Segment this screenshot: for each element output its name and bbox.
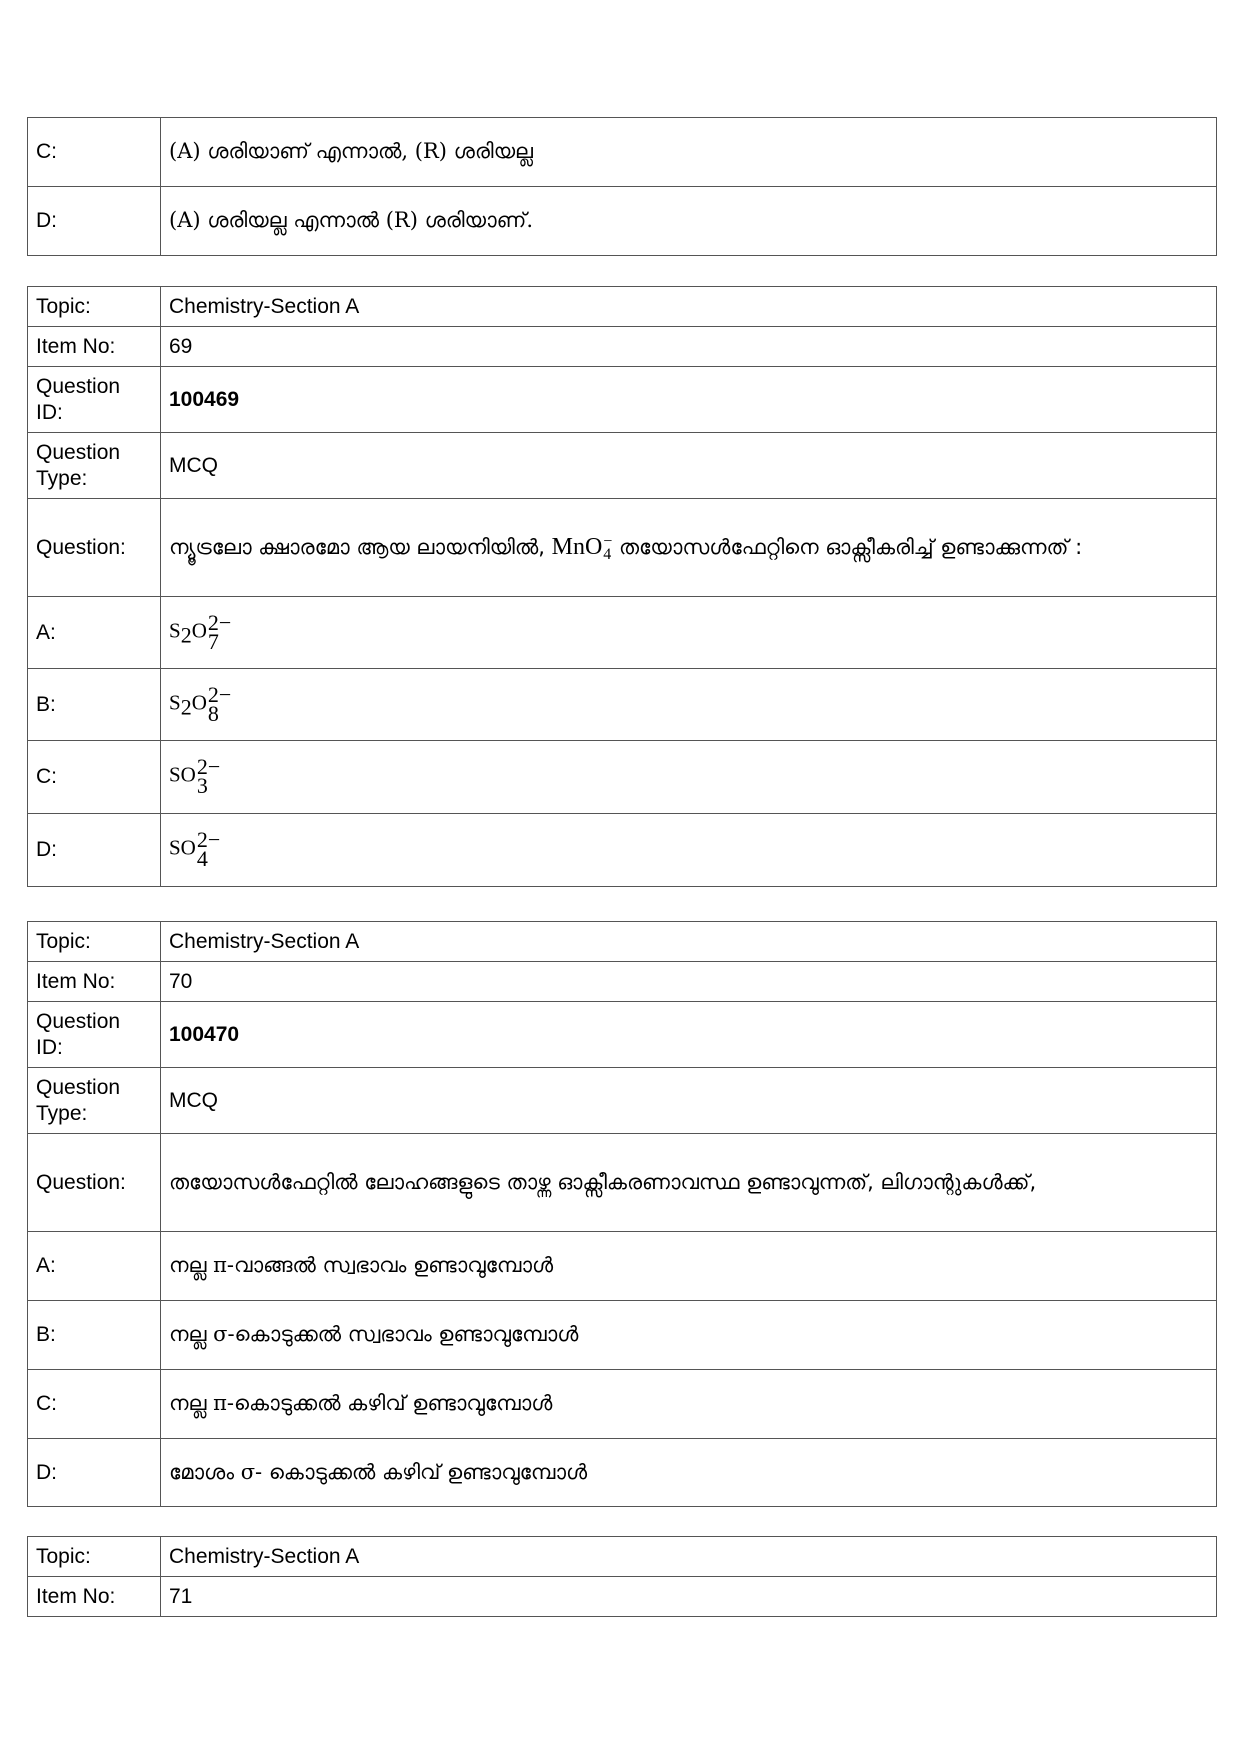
item-row (28, 1577, 1217, 1617)
question-type-label: Question Type: (28, 433, 161, 499)
question-type-row (28, 1068, 1217, 1134)
option-row-d (28, 187, 1217, 256)
question-id-value: 100470 (161, 1002, 1217, 1068)
question-type-label: Question Type: (28, 1068, 161, 1134)
question-type-value: MCQ (161, 433, 1217, 499)
option-label: A: (28, 597, 161, 669)
item-value: 69 (161, 327, 1217, 367)
question-label: Question: (28, 1134, 161, 1232)
option-formula: $S_2O$ 2− 8 (161, 669, 1217, 741)
option-row-a (28, 1232, 1217, 1301)
question-row (28, 499, 1217, 597)
question-id-row (28, 1002, 1217, 1068)
question-id-label: Question ID: (28, 367, 161, 433)
question-id-value: 100469 (161, 367, 1217, 433)
question-formula: MnO − 4 (551, 532, 613, 564)
item-label: Item No: (28, 962, 161, 1002)
option-text: (A) ശരിയല്ല എന്നാൽ (R) ശരിയാണ്. (161, 187, 1217, 256)
topic-label: Topic: (28, 1537, 161, 1577)
option-row-a (28, 597, 1217, 669)
topic-value: Chemistry-Section A (161, 287, 1217, 327)
item-value: 71 (161, 1577, 1217, 1617)
topic-label: Topic: (28, 287, 161, 327)
question-label: Question: (28, 499, 161, 597)
question-text-part1: ന്യൂട്രലോ ക്ഷാരമോ ആയ ലായനിയിൽ, (169, 534, 545, 559)
option-label: C: (28, 741, 161, 814)
option-formula: SO 2− 4 (161, 814, 1217, 887)
option-row-b (28, 669, 1217, 741)
topic-value: Chemistry-Section A (161, 922, 1217, 962)
option-text: മോശം σ- കൊടുക്കൽ കഴിവ് ഉണ്ടാവുമ്പോൾ (161, 1439, 1217, 1507)
option-label: D: (28, 187, 161, 256)
option-text: (A) ശരിയാണ് എന്നാൽ, (R) ശരിയല്ല (161, 118, 1217, 187)
question-type-value: MCQ (161, 1068, 1217, 1134)
option-label: C: (28, 118, 161, 187)
item-row (28, 962, 1217, 1002)
option-formula: SO 2− 3 (161, 741, 1217, 814)
question-id-label: Question ID: (28, 1002, 161, 1068)
item-label: Item No: (28, 1577, 161, 1617)
question-table-partial-top (27, 117, 1217, 256)
option-row-c (28, 118, 1217, 187)
question-row (28, 1134, 1217, 1232)
option-label: C: (28, 1370, 161, 1439)
question-table-71 (27, 1536, 1217, 1617)
topic-row (28, 1537, 1217, 1577)
option-text: നല്ല σ-കൊടുക്കൽ സ്വഭാവം ഉണ്ടാവുമ്പോൾ (161, 1301, 1217, 1370)
topic-row (28, 922, 1217, 962)
option-text: നല്ല π-കൊടുക്കൽ കഴിവ് ഉണ്ടാവുമ്പോൾ (161, 1370, 1217, 1439)
topic-value: Chemistry-Section A (161, 1537, 1217, 1577)
topic-label: Topic: (28, 922, 161, 962)
item-row (28, 327, 1217, 367)
question-type-row (28, 433, 1217, 499)
option-row-d (28, 1439, 1217, 1507)
question-table-69 (27, 286, 1217, 887)
option-row-c (28, 1370, 1217, 1439)
option-label: A: (28, 1232, 161, 1301)
question-text (161, 499, 1217, 597)
question-id-row (28, 367, 1217, 433)
option-label: D: (28, 1439, 161, 1507)
option-row-c (28, 741, 1217, 814)
option-text: നല്ല π-വാങ്ങൽ സ്വഭാവം ഉണ്ടാവുമ്പോൾ (161, 1232, 1217, 1301)
question-text: തയോസൾഫേറ്റിൽ ലോഹങ്ങളുടെ താഴ്ന്ന ഓക്സീകരണാവസ്ഥ ഉണ്ടാവുന്നത്, ലിഗാന്റുകൾക്ക്, (161, 1134, 1217, 1232)
option-row-b (28, 1301, 1217, 1370)
option-formula: $S_2O$ 2− 7 (161, 597, 1217, 669)
option-label: B: (28, 1301, 161, 1370)
topic-row (28, 287, 1217, 327)
option-row-d (28, 814, 1217, 887)
question-text-part2: തയോസൾഫേറ്റിനെ ഓക്സീകരിച്ച് ഉണ്ടാക്കുന്നത് : (619, 534, 1083, 559)
option-label: D: (28, 814, 161, 887)
item-value: 70 (161, 962, 1217, 1002)
item-label: Item No: (28, 327, 161, 367)
option-label: B: (28, 669, 161, 741)
question-table-70 (27, 921, 1217, 1507)
